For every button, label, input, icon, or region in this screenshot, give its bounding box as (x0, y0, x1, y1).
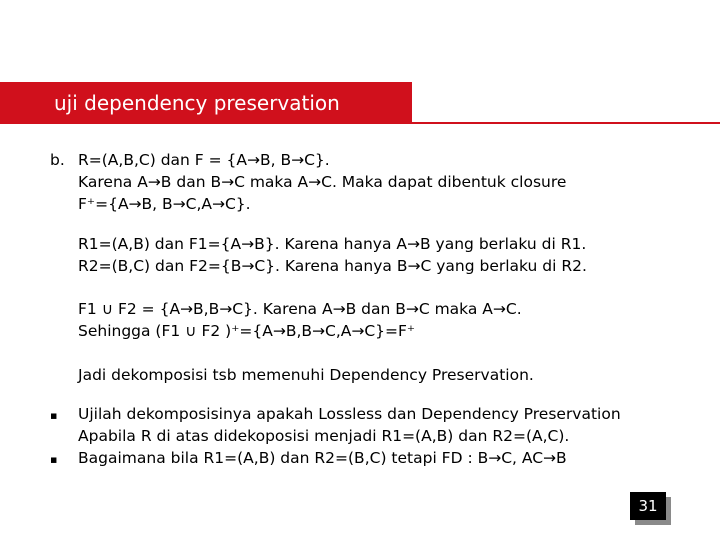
text-line: F1 ∪ F2 = {A→B,B→C}. Karena A→B dan B→C maka A→C. (78, 300, 522, 318)
square-bullet-icon: ▪ (50, 453, 58, 466)
section-marker: b. (50, 151, 65, 169)
title-underline (412, 122, 720, 124)
bullet-text: Ujilah dekomposisinya apakah Lossless dan Dependency Preservation (78, 405, 621, 423)
bullet-text: Bagaimana bila R1=(A,B) dan R2=(B,C) tetapi FD : B→C, AC→B (78, 449, 567, 467)
text-line: R=(A,B,C) dan F = {A→B, B→C}. (78, 151, 330, 169)
page-number: 31 (630, 492, 666, 520)
text-line: R2=(B,C) dan F2={B→C}. Karena hanya B→C yang berlaku di R2. (78, 257, 587, 275)
text-line: Sehingga (F1 ∪ F2 )⁺={A→B,B→C,A→C}=F⁺ (78, 322, 416, 340)
slide-title: uji dependency preservation (54, 91, 340, 115)
square-bullet-icon: ▪ (50, 409, 58, 422)
text-line: Karena A→B dan B→C maka A→C. Maka dapat dibentuk closure (78, 173, 567, 191)
text-line: R1=(A,B) dan F1={A→B}. Karena hanya A→B yang berlaku di R1. (78, 235, 587, 253)
bullet-text: Apabila R di atas didekoposisi menjadi R1=(A,B) dan R2=(A,C). (78, 427, 570, 445)
text-line: F⁺={A→B, B→C,A→C}. (78, 195, 251, 213)
conclusion-line: Jadi dekomposisi tsb memenuhi Dependency Preservation. (78, 366, 534, 384)
